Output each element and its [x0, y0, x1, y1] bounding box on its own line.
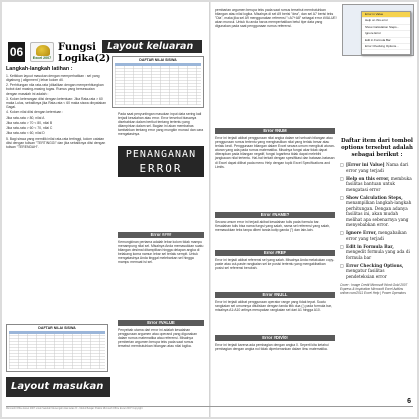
sidebar-item: □ Error Checking Options, mengatur fasilitas pendeteksian error	[340, 263, 414, 280]
steps-list	[6, 74, 106, 150]
layout-masukan-heading: Layout masukan	[6, 377, 110, 397]
name-text: Secara umum error ini terjadi akibat kesalahan tulis pada formula bar. Kesalahan tulis bisa nama fungsi yang salah, nama sel referensi yang salah, memasukkan teks tanpa diberi tanda kutip ganda (") dan lain-lain.	[215, 220, 330, 233]
ref-text: Error ini terjadi akibat referensi sel yang salah. Misalnya Anda melakukan copy-paste atau cut-paste rangkaian sel ke posisi tertentu yang mengakibatkan posisi sel referensi berubah.	[215, 258, 335, 271]
div0-text: Kemungkinan pertama adalah lebar kolom tidak mampu menampung nilai sel. Misalnya Anda memasukkan suatu bilangan desimal ditampilkan hingga delapan angka di belakang koma namun lebar sel terlalu sempit. Untuk mengatasinya Anda tinggal melebarkan sel hingga mampu memuat isi sel.	[118, 240, 204, 265]
sidebar-item: □ Ignore Error, mengabaikan error yang terjadi	[340, 230, 414, 241]
error-div0-heading: Error ####	[118, 232, 204, 238]
div0b-text: Error ini terjadi karena ada pembagian dengan angka 0. Seperti kita ketahui pembagian dengan angka nol tidak diperkenankan dalam ilmu matematika.	[215, 343, 329, 352]
page-footer: Microsoft Office Excel 2007 untuk Sekolah Menengah Atas kelas XI - Modul Belajar Praktis Microsoft Office Excel 2007 Copyright	[6, 406, 413, 410]
value-continuation: pembarian argumen berupa teks pada saat rumus tersebut membutuhkan bilangan atau nilai logika. Misalnya di sel A9 berisi "dea", dan sel A7 berisi teks "Dia", maka jika sel A9 menggunakan referensi "=A7+A8" sebagai error #VALUE! akan muncul. Untuk itu anda harus memperhatikan betul tipe data yang digunakan pada saat penggunaan rumus referensi.	[215, 8, 337, 29]
menu-item[interactable]: Show Calculation Steps...	[362, 25, 410, 31]
error-value-heading: Error #VALUE	[118, 320, 204, 326]
sidebar-item: □ Help on this error, membuka fasilitas bantuan untuk mengatasi error	[340, 176, 414, 193]
chapter-title-line2: Logika(2)	[58, 53, 111, 64]
menu-item[interactable]: Ignore Error	[362, 31, 410, 37]
error-options-sidebar	[340, 138, 414, 338]
right-page	[211, 2, 417, 417]
logo-text: Excel 2007	[32, 56, 52, 60]
error-div0b-heading: Error #DIV/0!	[215, 335, 335, 341]
sidebar-title: Daftar item dari tombol options tersebut adalah sebagai berikut :	[341, 138, 413, 158]
chapter-number: 06	[8, 42, 25, 62]
error-ref-heading: Error #REF	[215, 250, 335, 256]
error-num-heading: Error #NUM	[215, 128, 335, 134]
sheet-grid	[115, 66, 201, 105]
sidebar-item: □ [Error ini Value] Nama dari error yang terjadi	[340, 162, 414, 173]
intro-text-top	[118, 112, 204, 138]
chapter-title-line1: Fungsi	[58, 42, 96, 53]
num-text: Error ini terjadi akibat penggunaan nilai angka dalam sel sebuah bilangan atau penggunaan rumus tertentu yang menghasilkan nilai yang terlalu besar atau terlalu kecil. Penggunaan bilangan dalam Excel secara umum mengikuti aturan-aturan yang ada pada rumus matematika. Misalnya fungsi akar tidak dapat diterapkan pada bilangan negatif, fungsi logaritma tidak dapat melebihi jangkauan nilai tertentu. Hal-hal terkait dengan spesifikasi dan batasan-batasan di Excel dapat dilihat pada menu Help dengan topik Excel Specifications and Limits.	[215, 136, 335, 169]
step-4: 4. Kolom nilai diisi dengan ketentuan :	[6, 110, 64, 115]
error-null-heading: Error #NULL	[215, 292, 335, 298]
right-top-text	[215, 8, 337, 30]
menu-item[interactable]: Edit in Formula Bar	[362, 38, 410, 44]
step-1: 1. Ketikkan layout masukan dengan memperhatikan : sel yang digabung ( alignment ) lebar kolom dll.	[6, 74, 100, 83]
value-section	[118, 328, 204, 350]
input-spreadsheet	[6, 324, 108, 372]
left-page	[2, 2, 209, 417]
layout-keluaran-heading: Layout keluaran	[102, 40, 202, 53]
penanganan-line1: PENANGANAN	[125, 149, 197, 160]
menu-item[interactable]: Help on this error	[362, 18, 410, 24]
penanganan-line2: ERROR	[139, 162, 183, 175]
steps-title: Langkah-langkah latihan :	[6, 66, 73, 72]
error-name-heading: Error #NAME?	[215, 212, 335, 218]
step-4d: Jika rata-rata < 60, nilai D	[6, 131, 45, 136]
output-spreadsheet	[112, 56, 204, 108]
input-sheet-title: DAFTAR NILAI SISWA	[38, 326, 76, 330]
name-section	[215, 220, 335, 233]
ref-section	[215, 258, 335, 271]
div0b-section	[215, 343, 335, 352]
document-spread	[2, 2, 417, 417]
step-3: 3. Kolom keterangan diisi dengan ketentuan: Jika Rata-rata > 60 maka Lulus, sebaliknya jika Rata-rata < 60 maka siswa dinyatakan Gagal.	[6, 96, 106, 110]
page-number: 6	[407, 398, 411, 405]
error-options-menu	[361, 11, 411, 55]
input-sheet-grid	[9, 334, 105, 369]
step-4b: Jika rata-rata > 70 < 80, nilai B	[6, 120, 53, 125]
step-4c: Jika rata-rata > 60 < 70, nilai C	[6, 126, 53, 131]
num-section	[215, 136, 335, 170]
step-4a: Jika rata-rata > 80, nilai A	[6, 115, 45, 120]
div0-section	[118, 240, 204, 266]
sidebar-item: □ Show Calculation Steps, menampilkan langkah-langkah perhitungan. Dengan adanya fasilitas ini, akan mudah melihat apa sebenarnya yang menyebabkan error.	[340, 195, 414, 228]
intro-paragraph: Pada saat penyuntingan masukan input data sering kali terjadi kesalahan atau error. Error tersebut biasanya disebabkan dalam berikut tentang tertentu yang dilampirkan dalam sel. Bagian ini akan membahas tambahkan tentang error yang mungkin muncul dan cara mengatasinya.	[118, 112, 204, 137]
value-text: Penyebab utama dari error ini adalah kesalahan penggunaan argumen atau operand yang digunakan dalam rumus matematika atau referensi. Misalnya pemberian argumen berupa teks pada saat rumus tersebut membutuhkan bilangan atau nilai logika.	[118, 328, 197, 349]
menu-item[interactable]: Error Checking Options...	[362, 44, 410, 50]
logo-icon	[36, 45, 50, 56]
penanganan-error-box	[118, 146, 204, 177]
null-text: Error ini terjadi akibat penggunaan operator range yang tidak tepat. Suatu rangkaian sel umumnya dituliskan dengan tanda titik dua (:) pada formula bar, misalnya A1:A10 artinya merupakan rangkaian sel dari A1 hingga A10.	[215, 300, 332, 313]
null-section	[215, 300, 335, 313]
output-sheet-title: DAFTAR NILAI SISWA	[139, 58, 177, 62]
sidebar-item: □ Edit in Formula Bar, mengedit formula yang ada di formula bar	[340, 244, 414, 261]
excel-logo	[30, 42, 54, 62]
sidebar-cover-credit: Cover : Image Credit Microsoft Word Gold 2007 Express & Inspiration Microsoft Excel Addins online.com/2011 Excel Help | Power Operators	[340, 283, 408, 295]
menu-item[interactable]: Error in Value	[362, 12, 410, 18]
step-2: 2. Perhitungan nila rata-rata (dikalikan dengan memperhitungkan bobot dari masing-masing tugas. Rumus yang bersesuaian dengan masalah ini adalah :	[6, 83, 104, 96]
step-5: 5. Bagi siswa yang memiliki nilai rata-rata tertinggi, kolom catatan diisi dengan tulisan "TERTINGGI" dan jika sebaliknya diisi dengan tulisan "TERENDAH".	[6, 136, 106, 149]
error-options-screenshot	[342, 4, 414, 56]
sidebar-list	[340, 162, 414, 279]
